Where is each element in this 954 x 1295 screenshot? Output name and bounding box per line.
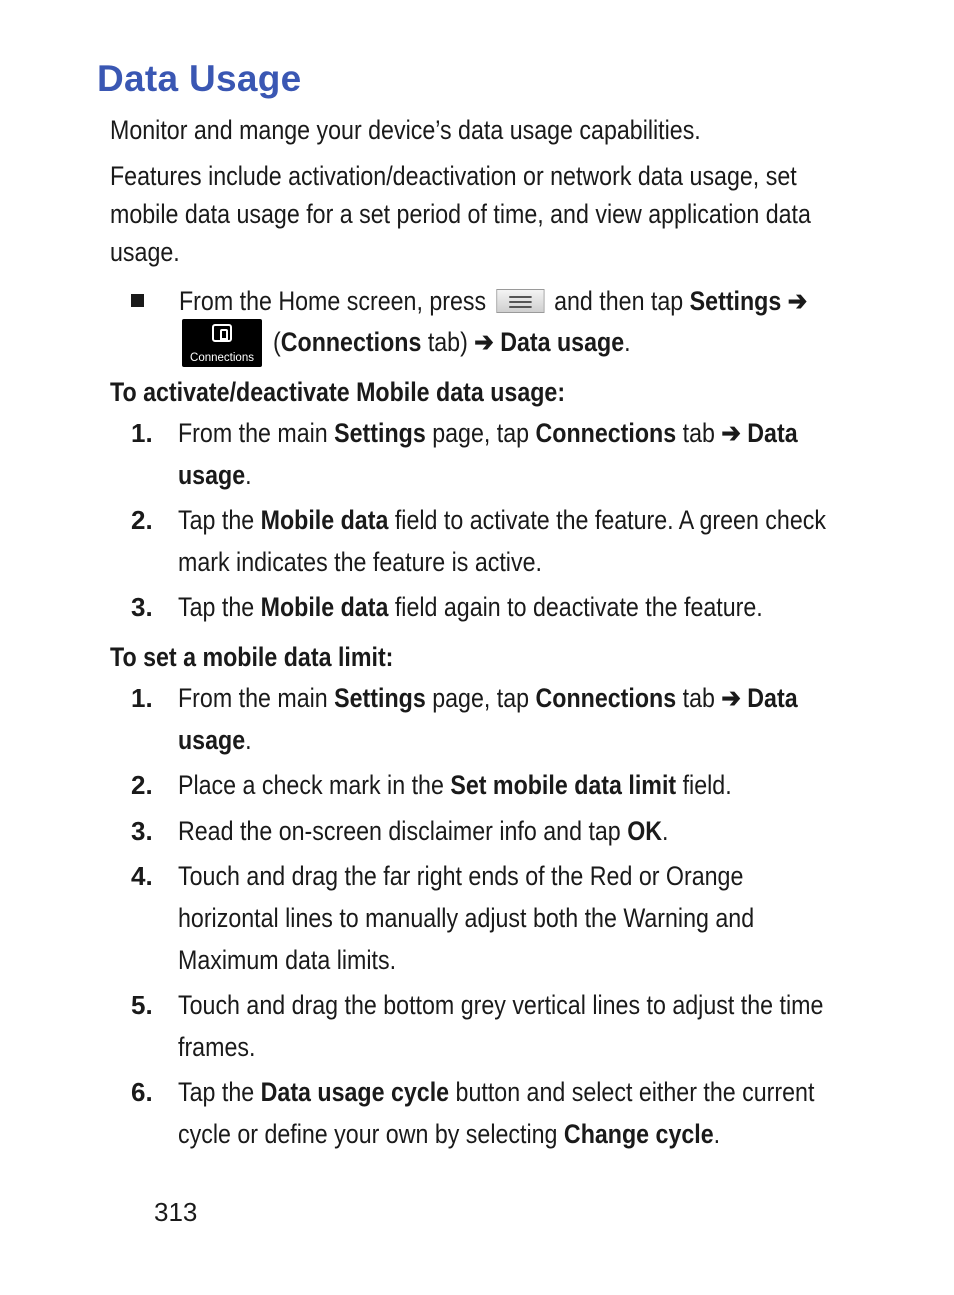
settings-label: Settings	[334, 418, 426, 448]
section1-step1-line2	[178, 456, 252, 494]
step-text: field again to deactivate the feature.	[394, 592, 763, 622]
section2-step4-line2: horizontal lines to manually adjust both the Warning and	[178, 903, 755, 933]
settings-label: Settings	[689, 286, 782, 316]
step-text: page, tap	[432, 418, 530, 448]
step-text: tab	[682, 418, 715, 448]
section2-step2	[178, 766, 732, 804]
data-label: Data	[747, 683, 798, 713]
section2-step6-line2	[178, 1115, 720, 1153]
section2-step4-line3: Maximum data limits.	[178, 945, 397, 975]
arrow-icon: ➔	[721, 418, 741, 448]
bullet-square	[131, 294, 144, 307]
step-text: field to activate the feature. A green check	[394, 505, 826, 535]
step-number: 4.	[131, 861, 153, 891]
step-text: Tap the	[178, 505, 255, 535]
features-line-3: usage.	[110, 237, 180, 267]
arrow-icon: ➔	[721, 683, 741, 713]
page-number: 313	[154, 1197, 198, 1227]
step-number: 2.	[131, 505, 153, 535]
section1-step2-line1	[178, 501, 826, 539]
step-text: cycle or define your own by selecting	[178, 1119, 558, 1149]
period: .	[624, 327, 631, 357]
period: .	[662, 816, 669, 846]
connections-tab-icon	[182, 319, 262, 367]
step-text: field.	[682, 770, 732, 800]
section2-heading-text: To set a mobile data limit:	[110, 642, 394, 672]
mobile-data-label: Mobile data	[260, 505, 389, 535]
section1-heading-text: To activate/deactivate Mobile data usage:	[110, 377, 566, 407]
menu-key-icon	[496, 289, 544, 313]
period: .	[245, 460, 252, 490]
step-text: Tap the	[178, 1077, 255, 1107]
bullet-text-mid: and then tap	[554, 286, 684, 316]
features-line-1: Features include activation/deactivation or network data usage, set	[110, 161, 797, 191]
step-text: Read the on-screen disclaimer info and tap	[178, 816, 621, 846]
period: .	[713, 1119, 721, 1149]
section1-step1-line1	[178, 414, 798, 452]
step-text: From the main	[178, 683, 328, 713]
bullet-line-2	[273, 323, 631, 361]
step-number: 6.	[131, 1077, 153, 1107]
tab-close-text: tab)	[421, 327, 468, 357]
ok-label: OK	[627, 816, 663, 846]
change-cycle-label: Change cycle	[563, 1119, 714, 1149]
set-mobile-data-limit-label: Set mobile data limit	[450, 770, 677, 800]
bullet-line-1	[179, 282, 807, 320]
section2-step1-line2	[178, 721, 252, 759]
step-text: Tap the	[178, 592, 255, 622]
section1-step2-line2: mark indicates the feature is active.	[178, 547, 542, 577]
connections-label: Connections	[535, 418, 677, 448]
data-usage-cycle-label: Data usage cycle	[260, 1077, 450, 1107]
section2-heading	[110, 638, 393, 676]
arrow-icon: ➔	[787, 286, 808, 316]
step-number: 1.	[131, 418, 153, 448]
step-number: 5.	[131, 990, 153, 1020]
features-line-2: mobile data usage for a set period of time, and view application data	[110, 199, 811, 229]
step-text: Place a check mark in the	[178, 770, 444, 800]
arrow-icon: ➔	[474, 327, 494, 357]
intro-text: Monitor and mange your device’s data usage capabilities.	[110, 115, 701, 145]
step-text: From the main	[178, 418, 328, 448]
section2-step4-line1: Touch and drag the far right ends of the Red or Orange	[178, 861, 744, 891]
connections-glyph-icon	[212, 324, 232, 342]
open-paren: (	[273, 327, 281, 357]
data-label: Data	[747, 418, 798, 448]
step-number: 1.	[131, 683, 153, 713]
step-text: tab	[682, 683, 715, 713]
section1-step3	[178, 588, 763, 626]
mobile-data-label: Mobile data	[260, 592, 389, 622]
period: .	[245, 725, 252, 755]
settings-label: Settings	[334, 683, 426, 713]
page-title: Data Usage	[97, 58, 302, 99]
connections-label: Connections	[280, 327, 422, 357]
section2-step5-line1: Touch and drag the bottom grey vertical lines to adjust the time	[178, 990, 824, 1020]
step-number: 3.	[131, 816, 153, 846]
usage-label: usage	[178, 460, 246, 490]
connections-icon-label: Connections	[190, 352, 254, 364]
section2-step6-line1	[178, 1073, 814, 1111]
section2-step3	[178, 812, 668, 850]
usage-label: usage	[178, 725, 246, 755]
section2-step5-line2: frames.	[178, 1032, 256, 1062]
bullet-text-pre: From the Home screen, press	[179, 286, 487, 316]
step-text: button and select either the current	[455, 1077, 815, 1107]
connections-label: Connections	[535, 683, 677, 713]
step-number: 3.	[131, 592, 153, 622]
step-text: page, tap	[432, 683, 530, 713]
section1-heading	[110, 373, 565, 411]
section2-step1-line1	[178, 679, 798, 717]
data-usage-label: Data usage	[500, 327, 625, 357]
step-number: 2.	[131, 770, 153, 800]
